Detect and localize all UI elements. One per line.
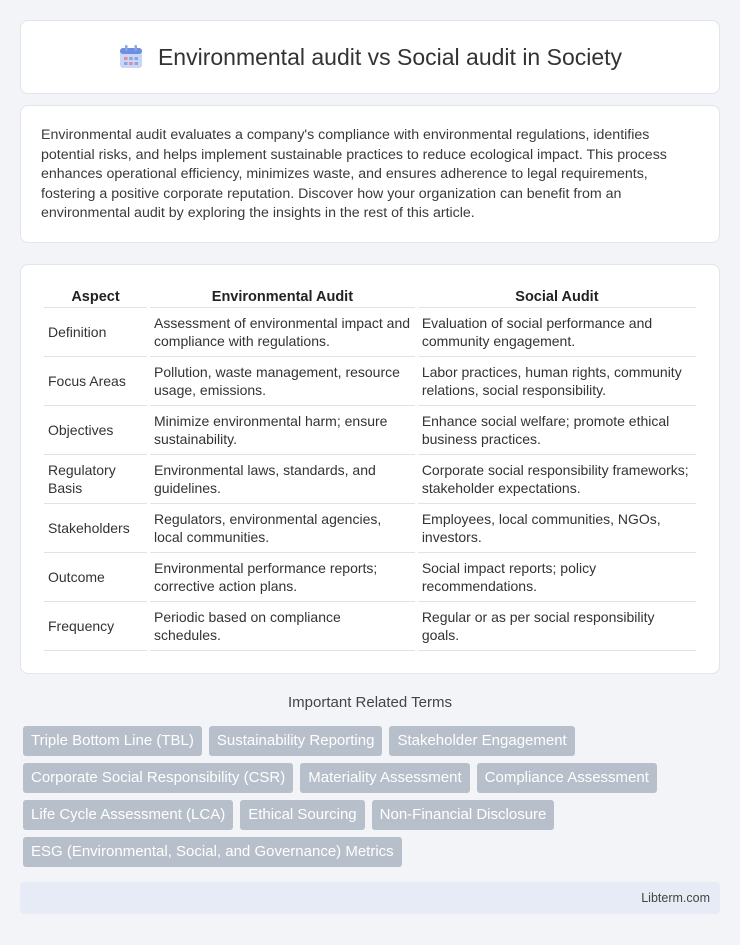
table-row [44, 504, 696, 553]
related-term-tag[interactable]: Sustainability Reporting [209, 726, 383, 756]
row-environmental: Environmental laws, standards, and guidelines. [150, 455, 415, 504]
related-term-tag[interactable]: Materiality Assessment [300, 763, 469, 793]
row-environmental: Pollution, waste management, resource usage, emissions. [150, 357, 415, 406]
table-row [44, 455, 696, 504]
comparison-table [41, 283, 699, 651]
page-title: Environmental audit vs Social audit in Society [157, 43, 623, 70]
related-terms-list [23, 726, 723, 874]
related-term-tag[interactable]: Compliance Assessment [477, 763, 657, 793]
table-row [44, 553, 696, 602]
table-row [44, 406, 696, 455]
row-social: Regular or as per social responsibility goals. [418, 602, 696, 651]
row-social: Enhance social welfare; promote ethical business practices. [418, 406, 696, 455]
row-social: Employees, local communities, NGOs, investors. [418, 504, 696, 553]
row-aspect: Focus Areas [44, 357, 147, 406]
intro-text: Environmental audit evaluates a company's compliance with environmental regulations, identifies potential risks, and helps implement sustainable practices to reduce ecological impact. This process enhances operational efficiency, minimizes waste, and ensures adherence to legal requirements, fostering a positive corporate reputation. Discover how your organization can benefit from an environmental audit by exploring the insights in the rest of this article. [41, 127, 667, 221]
row-aspect: Outcome [44, 553, 147, 602]
title-card [20, 20, 720, 94]
row-social: Labor practices, human rights, community relations, social responsibility. [418, 357, 696, 406]
related-term-tag[interactable]: ESG (Environmental, Social, and Governance) Metrics [23, 837, 402, 867]
footer-site-link[interactable]: Libterm.com [641, 891, 710, 905]
related-term-tag[interactable]: Triple Bottom Line (TBL) [23, 726, 202, 756]
row-social: Corporate social responsibility frameworks; stakeholder expectations. [418, 455, 696, 504]
header-environmental: Environmental Audit [150, 283, 415, 308]
related-term-tag[interactable]: Non-Financial Disclosure [372, 800, 555, 830]
table-row [44, 357, 696, 406]
row-environmental: Regulators, environmental agencies, local communities. [150, 504, 415, 553]
table-header-row [44, 283, 696, 308]
row-aspect: Stakeholders [44, 504, 147, 553]
row-aspect: Frequency [44, 602, 147, 651]
related-term-tag[interactable]: Stakeholder Engagement [389, 726, 574, 756]
row-environmental: Minimize environmental harm; ensure sustainability. [150, 406, 415, 455]
table-row [44, 308, 696, 357]
row-aspect: Objectives [44, 406, 147, 455]
row-environmental: Assessment of environmental impact and compliance with regulations. [150, 308, 415, 357]
related-term-tag[interactable]: Corporate Social Responsibility (CSR) [23, 763, 293, 793]
related-term-tag[interactable]: Ethical Sourcing [240, 800, 364, 830]
related-term-tag[interactable]: Life Cycle Assessment (LCA) [23, 800, 233, 830]
comparison-table-card [20, 264, 720, 674]
header-aspect: Aspect [44, 283, 147, 308]
intro-card [20, 105, 720, 243]
row-social: Evaluation of social performance and community engagement. [418, 308, 696, 357]
related-terms-title: Important Related Terms [288, 694, 452, 711]
row-environmental: Periodic based on compliance schedules. [150, 602, 415, 651]
footer [20, 882, 720, 914]
calendar-icon [118, 44, 144, 70]
row-aspect: Definition [44, 308, 147, 357]
row-aspect: Regulatory Basis [44, 455, 147, 504]
table-row [44, 602, 696, 651]
row-environmental: Environmental performance reports; corrective action plans. [150, 553, 415, 602]
row-social: Social impact reports; policy recommendations. [418, 553, 696, 602]
header-social: Social Audit [418, 283, 696, 308]
